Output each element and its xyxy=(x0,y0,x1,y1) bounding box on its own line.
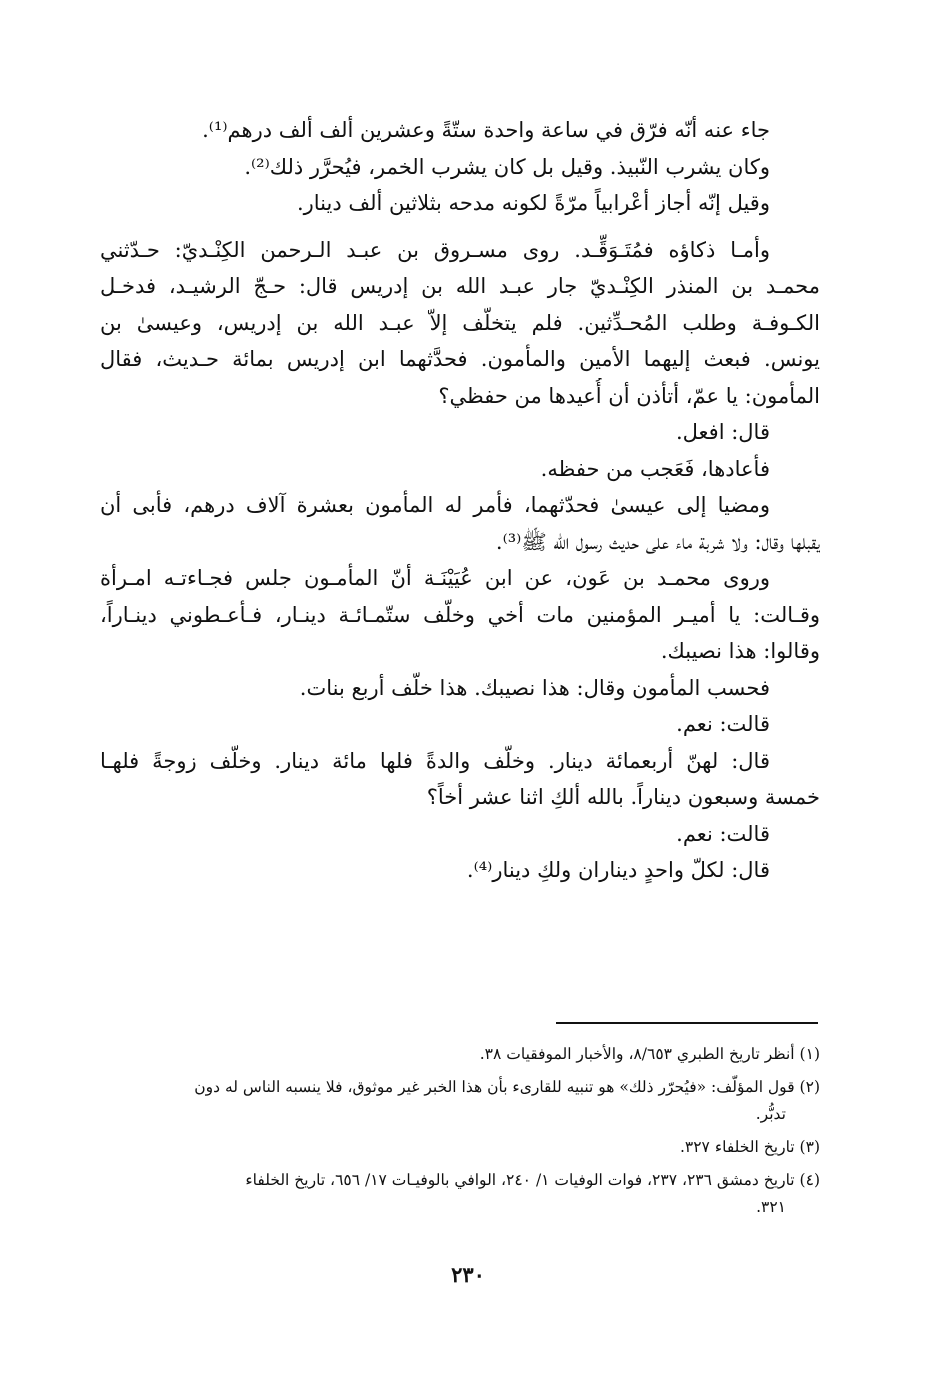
main-text xyxy=(100,112,820,889)
footnote-4 xyxy=(100,1167,820,1194)
page-number: ٢٣٠ xyxy=(451,1262,485,1287)
text-line: وقـالت: يا أميـر المؤمنين مات أخي وخلّف ستّمـائـة دينـار، فـأعـطوني دينـاراً، xyxy=(100,602,820,627)
footnote-text: أنظر تاريخ الطبري ٨/٦٥٣، والأخبار الموفقيات ٣٨. xyxy=(479,1045,795,1063)
text-line: جاء عنه أنّه فرّق في ساعة واحدة ستّةً وعشرين ألف ألف درهم⁽¹⁾. xyxy=(202,118,770,142)
text-line: قال: افعل. xyxy=(675,420,770,444)
text-line: قالت: نعم. xyxy=(676,821,770,846)
text-line: ومضيا إلى عيسىٰ فحدّثهما، فأمر له المأمون بعشرة آلاف درهم، فأبى أن xyxy=(100,493,770,517)
text-line: المأمون: يا عمّ، أتأذن أن أُعيدها من حفظي؟ xyxy=(438,383,820,408)
text-line: وقيل إنّه أجاز أعْرابياً مرّةً لكونه مدحه بثلاثين ألف دينار. xyxy=(296,191,770,215)
footnote-2-continued: تدبُّر. xyxy=(755,1105,786,1123)
footnote-number: (٢) xyxy=(799,1078,820,1096)
footnote-4-continued: ٣٢١. xyxy=(756,1198,786,1216)
text-line: قالت: نعم. xyxy=(676,712,770,736)
text-line: قال: لهنّ أربعمائة دينار. وخلّف والدةً فلها مائة دينار. وخلّف زوجةً فلهـا xyxy=(100,748,770,773)
footnote-3 xyxy=(100,1134,820,1161)
footnote-text: تاريخ الخلفاء ٣٢٧. xyxy=(679,1138,795,1156)
text-line: فحسب المأمون وقال: هذا نصيبك. هذا خلّف أربع بنات. xyxy=(299,675,770,700)
text-line: خمسة وسبعون ديناراً. بالله ألكِ اثنا عشر أخاً؟ xyxy=(426,785,820,809)
footnote-text: تاريخ دمشق ٢٣٦، ٢٣٧، فوات الوفيات ١/ ٢٤٠، الوافي بالوفيـات ١٧/ ٦٥٦، تاريخ الخلفاء xyxy=(245,1171,795,1189)
footnotes xyxy=(100,1041,820,1221)
text-line: يونس. فبعث إليهما الأمين والمأمون. فحدَّثهما ابن إدريس بمائة حـديث، فقال xyxy=(100,347,820,371)
text-line: وكان يشرب النّبيذ. وقيل بل كان يشرب الخمر، فيُحرَّر ذلك⁽²⁾. xyxy=(244,154,770,179)
text-line: قال: لكلّ واحدٍ ديناران ولكِ دينار⁽⁴⁾. xyxy=(466,858,770,882)
footnote-text: قول المؤلّف: «فيُحرّر ذلك» هو تنبيه للقارىء بأن هذا الخبر غير موثوق، فلا ينسبه الناس له دون xyxy=(194,1078,795,1096)
footnote-separator xyxy=(556,1022,818,1024)
text-line: الكـوفـة وطلب المُحـدِّثين. فلم يتخلّف إلاّ عبـد الله بن إدريس، وعيسىٰ بن xyxy=(100,310,820,335)
text-line: فأعادها، فَعَجب من حفظه. xyxy=(540,456,770,481)
footnote-1 xyxy=(100,1041,820,1068)
footnote-number: (٤) xyxy=(799,1171,820,1189)
text-line: وأمـا ذكاؤه فمُتَـوَقِّـد. روى مسـروق بن عبـد الـرحمن الكِنْـديّ: حـدّثني xyxy=(100,237,770,262)
text-line: محمـد بن المنذر الكِنْـديّ جار عبـد الله بن إدريس قال: حـجّ الرشيـد، فدخـل xyxy=(100,274,820,298)
text-line: يقبلها وقال: ولا شربة ماء على حديث رسول الله ﷺ⁽³⁾. xyxy=(495,529,820,554)
footnote-number: (١) xyxy=(799,1045,820,1063)
text-line: وروى محمـد بن عَون، عن ابن عُيَيْنَـة أنّ المأمـون جلس فجـاءتـه امـرأة xyxy=(100,566,770,590)
text-line: وقالوا: هذا نصيبك. xyxy=(660,639,820,663)
footnote-2 xyxy=(100,1074,820,1101)
footnote-number: (٣) xyxy=(799,1138,820,1156)
